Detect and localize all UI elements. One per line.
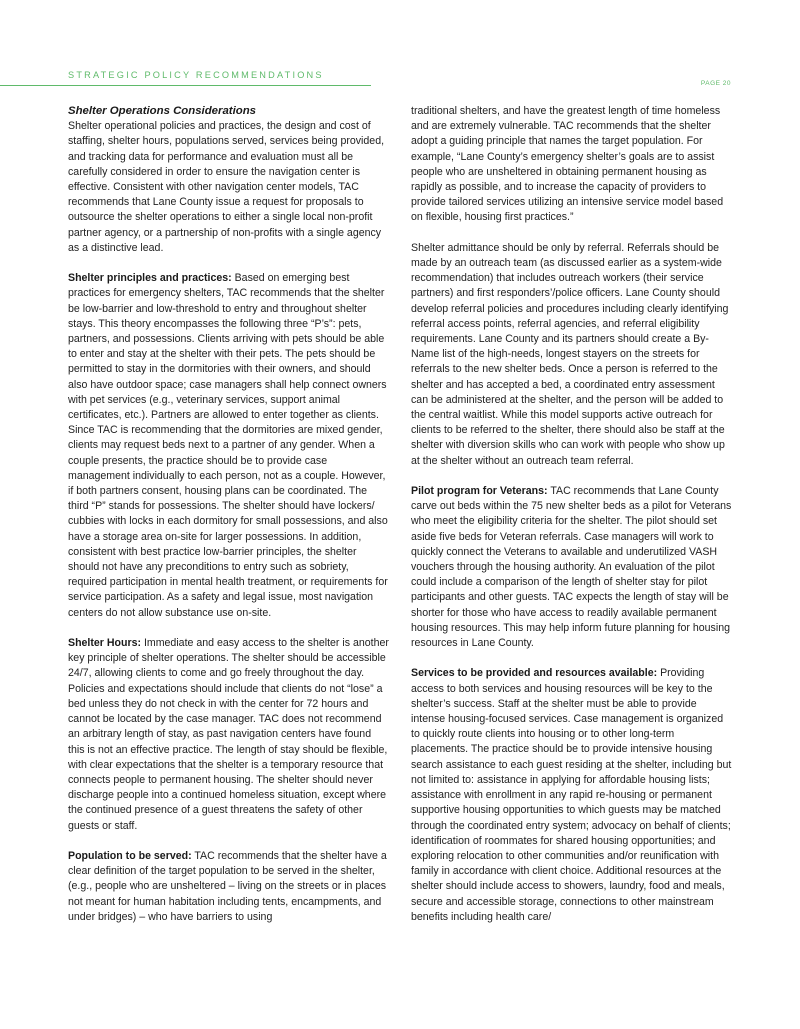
veterans-paragraph [411,484,733,651]
hours-label: Shelter Hours: [68,637,141,650]
left-column [68,104,389,940]
veterans-text: TAC recommends that Lane County carve out beds within the 75 new shelter beds as a pilot for Veterans who meet the eligibility criteria for the shelter. The pilot should set aside five beds for Veteran referrals. Case managers will work to quickly connect the Veterans to available and underutilized VASH vouchers through the housing authority. An evaluation of the pilot could include a comparison of the length of shelter stay for pilot participants and other guests. TAC expects the length of stay will be shorter for those who have access to readily available permanent housing resources. This may help inform future planning for housing resources in Lane County. [411,485,732,650]
services-paragraph [411,666,733,924]
admittance-paragraph: Shelter admittance should be only by referral. Referrals should be made by an outreach team (as discussed earlier as a system-wide recommendation) that includes outreach workers (their service partners) and first responders’/police officers. Lane County should develop referral policies and procedures including clearly identifying referral access points, referral agencies, and referral eligibility requirements. Lane County and its partners should create a By-Name list of the high-needs, longest stayers on the streets for referrals to the new shelter beds. Once a person is referred to the shelter and has accepted a bed, a coordinated entry assessment can be administered at the shelter, and the person will be added to the central waitlist. While this model supports active outreach for clients to be referred to the shelter, there should also be staff at the shelter with diversion skills who can work with people who show up at the shelter without an outreach team referral. [411,241,729,467]
services-label: Services to be provided and resources available: [411,667,658,680]
principles-label: Shelter principles and practices: [68,272,232,285]
services-text: Providing access to both services and housing resources will be key to the shelter’s success. Staff at the shelter must be able to provide intense housing-focused services. Case management is organized to quickly route clients into housing or to other long-term placements. The practice should be to provide intensive housing search assistance to each guest residing at the shelter, including but not limited to: assistance in applying for affordable housing lists; assistance with enrollment in any rapid re-housing or permanent supportive housing opportunities to which guests may be matched through the coordinated entry system; advocacy on behalf of clients; identification of roommates for shared housing opportunities; and exploring relocation to other communities and/or reunification with family in accordance with client choice. Additional resources at the shelter should include access to showers, laundry, food and meals, secure and accessible storage, connections to other mainstream benefits including health care/ [411,667,732,923]
population-continued-paragraph: traditional shelters, and have the greatest length of time homeless and are extremely vulnerable. TAC recommends that the shelter adopt a guiding principle that names the target population. For example, “Lane County’s emergency shelter’s goals are to assist people who are unsheltered in obtaining permanent housing as rapidly as possible, and to increase the capacity of providers to provide tailored services utilizing an intensive service model based on flexible, housing first practices.” [411,105,724,224]
population-text: TAC recommends that the shelter have a clear definition of the target population to be served in the shelter, (e.g., people who are unsheltered – living on the streets or in places not meant for human habitation including tents, encampments, and under bridges) – who have barriers to using [68,849,387,923]
principles-paragraph [68,271,389,621]
principles-text: Based on emerging best practices for emergency shelters, TAC recommends that the shelter be low-barrier and low-threshold to entry and throughout shelter stays. This theory encompasses the following three “P’s”: pets, partners, and possessions. Clients arriving with pets should be able to enter and stay at the shelter with their pets. The pets should be permitted to stay in the dormitories with their owners, and should also have outdoor space; case managers shall help connect owners with pet services (e.g., veterinary services, support animal certificates, etc.). Partners are allowed to enter together as clients. Since TAC is recommending that the dormitories are mixed gender, clients may request beds next to a partner of any gender. When a couple presents, the practice should be to provide case management individually to each person, not as a couple. However, if both partners consent, housing plans can be coordinated. The third “P” stands for possessions. The shelter should have lockers/ cubbies with locks in each dormitory for small possessions, and also have a storage area on-site for larger possessions. In addition, consistent with best practice low-barrier principles, the shelter should not have any preconditions to entry such as sobriety, required participation in mental health treatment, or requirements for service participation. As a safety and legal issue, most navigation centers do not allow substance use on-site. [68,272,388,619]
ops-paragraph: Shelter operational policies and practices, the design and cost of staffing, shelter hours, populations served, services being provided, and tracking data for performance and evaluation must all be carefully considered in order to ensure the navigation center is effective. Consistent with other navigation center models, TAC recommends that Lane County issue a request for proposals to outsource the shelter operations to either a single local non-profit partner agency, or a partnership of non-profits with a single agency as a distinctive lead. [68,120,385,254]
population-label: Population to be served: [68,849,192,862]
page-number: PAGE 20 [700,80,731,87]
ops-heading: Shelter Operations Considerations [68,105,256,117]
hours-paragraph [68,636,389,834]
right-column [411,104,733,940]
population-paragraph [68,849,389,925]
hours-text: Immediate and easy access to the shelter is another key principle of shelter operations. The shelter should be accessible 24/7, allowing clients to come and go freely throughout the day. Policies and expectations should include that clients do not “lose” a bed unless they do not check in with the center for 72 hours and cannot be located by the case manager. TAC does not recommend an arbitrary length of stay, as past navigation centers have found this is not an effective practice. The length of stay should be flexible, with clear expectations that the shelter is a temporary resource that connects people to permanent housing. The shelter should never discharge people into a continued homeless situation, except where the continued presence of a guest threatens the safety of other guests or staff. [68,637,389,832]
header-rule [0,85,371,86]
veterans-label: Pilot program for Veterans: [411,485,548,498]
section-label: STRATEGIC POLICY RECOMMENDATIONS [68,70,324,80]
